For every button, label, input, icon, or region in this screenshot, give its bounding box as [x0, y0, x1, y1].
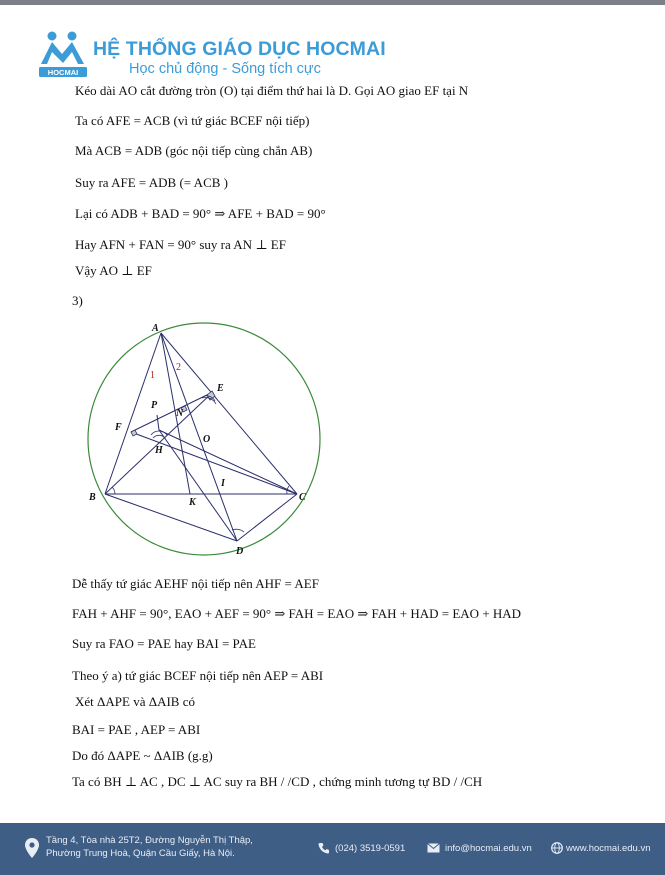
segment-cd	[237, 494, 297, 541]
text-line: Lại có ADB + BAD = 90° ⇒ AFE + BAD = 90°	[75, 206, 326, 221]
geometry-figure	[85, 318, 325, 562]
text-line: Do đó ΔAPE ~ ΔAIB (g.g)	[72, 748, 213, 763]
text-line: Suy ra FAO = PAE hay BAI = PAE	[72, 636, 256, 651]
label-e: E	[217, 383, 224, 394]
text-line: Mà ACB = ADB (góc nội tiếp cùng chắn AB)	[75, 143, 313, 158]
section-number: 3)	[72, 293, 83, 308]
label-p: P	[151, 400, 158, 411]
segment-hc	[159, 430, 297, 494]
label-a: A	[152, 323, 159, 334]
top-bar	[0, 0, 665, 5]
label-i: I	[221, 478, 225, 489]
label-d: D	[236, 546, 244, 557]
segment-ad	[161, 333, 237, 541]
phone-number[interactable]: (024) 3519-0591	[335, 843, 406, 854]
hocmai-logo	[38, 30, 88, 78]
label-o: O	[203, 434, 211, 445]
address-line-2: Phường Trung Hoà, Quận Cầu Giấy, Hà Nội.	[46, 848, 235, 859]
text-line: Dễ thấy tứ giác AEHF nội tiếp nên AHF = AEF	[72, 576, 319, 591]
text-line: Kéo dài AO cắt đường tròn (O) tại điểm thứ hai là D. Gọi AO giao EF tại N	[75, 83, 469, 98]
segment-hd	[159, 430, 237, 541]
text-line: Xét ΔAPE và ΔAIB có	[75, 694, 195, 709]
angle-arc-b	[112, 487, 115, 494]
location-pin-icon	[25, 838, 39, 858]
label-b: B	[89, 492, 96, 503]
angle-label-1: 1	[150, 370, 155, 381]
angle-label-2: 2	[176, 362, 181, 373]
right-angle-f	[131, 430, 137, 436]
text-line: Vậy AO ⊥ EF	[75, 263, 152, 278]
label-k: K	[189, 497, 196, 508]
text-line: FAH + AHF = 90°, EAO + AEF = 90° ⇒ FAH = EAO ⇒ FAH + HAD = EAO + HAD	[72, 606, 522, 621]
text-line: Suy ra AFE = ADB (= ACB )	[75, 175, 228, 190]
segment-be	[105, 392, 213, 494]
slogan: Học chủ động - Sống tích cực	[129, 61, 321, 77]
footer	[0, 823, 665, 875]
label-f: F	[115, 422, 122, 433]
text-line: Ta có AFE = ACB (vì tứ giác BCEF nội tiếp)	[75, 113, 310, 128]
brand-title: HỆ THỐNG GIÁO DỤC HOCMAI	[93, 38, 386, 60]
text-line: Ta có BH ⊥ AC , DC ⊥ AC suy ra BH / /CD , chứng minh tương tự BD / /CH	[72, 774, 483, 789]
segment-cf	[131, 432, 297, 494]
website-link[interactable]: www.hocmai.edu.vn	[566, 843, 651, 854]
angle-arc-h2	[151, 431, 167, 435]
globe-icon	[551, 842, 563, 854]
segment-ph	[157, 415, 159, 430]
text-line: BAI = PAE , AEP = ABI	[72, 722, 201, 737]
segment-ef	[131, 392, 213, 432]
text-line: Theo ý a) tứ giác BCEF nội tiếp nên AEP = ABI	[72, 668, 324, 683]
logo-text: HOCMAI	[47, 68, 79, 77]
label-h: H	[155, 445, 163, 456]
phone-icon	[318, 842, 330, 854]
address-line-1: Tầng 4, Tòa nhà 25T2, Đường Nguyễn Thị Thập,	[46, 835, 253, 846]
text-line: Hay AFN + FAN = 90° suy ra AN ⊥ EF	[75, 237, 286, 252]
label-n: N	[176, 408, 184, 419]
segment-bd	[105, 494, 237, 541]
segment-ab	[105, 333, 161, 494]
email-link[interactable]: info@hocmai.edu.vn	[445, 843, 532, 854]
mail-icon	[427, 843, 440, 853]
label-c: C	[299, 492, 306, 503]
